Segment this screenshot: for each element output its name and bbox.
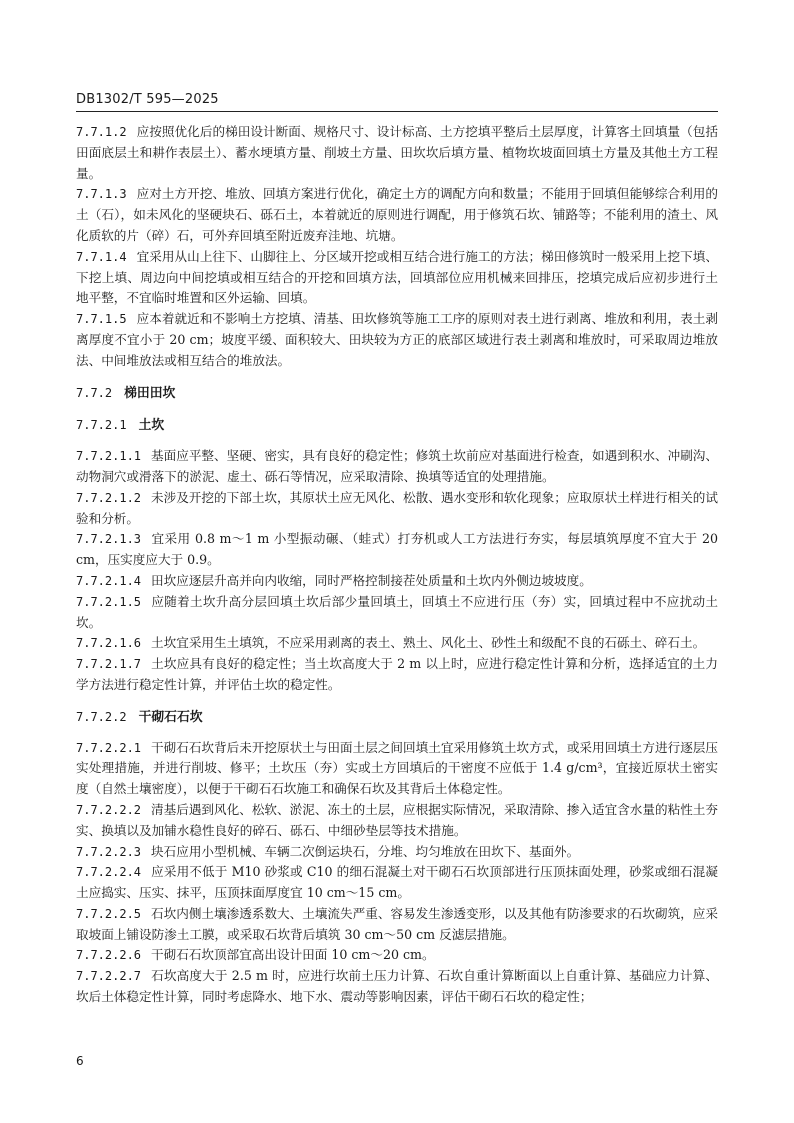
clause-paragraph	[76, 738, 718, 800]
clause-paragraph	[76, 122, 718, 184]
clause-paragraph	[76, 488, 718, 530]
clause-paragraph	[76, 945, 718, 966]
clause-number: 7.7.2.1.5	[76, 594, 142, 609]
clause-number: 7.7.2.2.3	[76, 844, 142, 859]
heading-text: 土坎	[138, 418, 165, 434]
clause-text: 石坎内侧土壤渗透系数大、土壤流失严重、容易发生渗透变形，以及其他有防渗要求的石坎砌筑，应采取坡面上铺设防渗土工膜，或采取石坎背后填筑 30 cm～50 cm 反滤层措施。	[76, 905, 718, 942]
clause-text: 未涉及开挖的下部土坎，其原状土应无风化、松散、遇水变形和软化现象；应取原状土样进行相关的试验和分析。	[76, 489, 718, 526]
clause-text: 应随着土坎升高分层回填土坎后部少量回填土，回填土不应进行压（夯）实，回填过程中不应扰动土坎。	[76, 593, 718, 630]
clause-number: 7.7.2.1.1	[76, 449, 142, 464]
clause-number: 7.7.2.1	[76, 418, 127, 433]
clause-number: 7.7.2.1.4	[76, 573, 142, 588]
clause-text: 土坎应具有良好的稳定性；当土坎高度大于 2 m 以上时，应进行稳定性计算和分析，选择适宜的土力学方法进行稳定性计算，并评估土坎的稳定性。	[76, 656, 718, 692]
clause-text: 块石应用小型机械、车辆二次倒运块石，分堆、均匀堆放在田坎下、基面外。	[151, 843, 580, 859]
document-body	[76, 122, 718, 1008]
clause-number: 7.7.2.2.2	[76, 802, 142, 817]
section-heading	[76, 383, 718, 405]
clause-number: 7.7.2.1.6	[76, 636, 142, 651]
clause-paragraph	[76, 862, 718, 904]
clause-number: 7.7.2.2.6	[76, 948, 142, 963]
document-number: DB1302/T 595—2025	[76, 92, 219, 107]
clause-text: 石坎高度大于 2.5 m 时，应进行坎前土压力计算、石坎自重计算断面以上自重计算、基础应力计算、坎后土体稳定性计算，同时考虑降水、地下水、震动等影响因素，评估干砌石石坎的稳定性；	[76, 968, 718, 1005]
heading-text: 干砌石石坎	[138, 709, 203, 725]
clause-number: 7.7.1.5	[76, 312, 127, 327]
clause-number: 7.7.2.2.5	[76, 906, 142, 921]
clause-text: 宜采用从山上往下、山脚往上、分区域开挖或相互结合进行施工的方法；梯田修筑时一般采用上挖下填、下挖上填、周边向中间挖填或相互结合的开挖和回填方法，回填部位应用机械来回排压，挖填完成后应初步进行土地平整，不宜临时堆置和区外运输、回填。	[76, 248, 718, 306]
clause-paragraph	[76, 842, 718, 863]
clause-number: 7.7.2.1.2	[76, 490, 142, 505]
clause-text: 宜采用 0.8 m～1 m 小型振动碾、（蛙式）打夯机或人工方法进行夯实，每层填筑厚度不宜大于 20 cm，压实度应大于 0.9。	[76, 531, 718, 568]
clause-text: 应按照优化后的梯田设计断面、规格尺寸、设计标高、土方挖填平整后土层厚度，计算客土回填量（包括田面底层土和耕作表层土）、蓄水埂填方量、削坡土方量、田坎坎后填方量、植物坎坡面回填土方量及其他土方工程量。	[76, 124, 718, 181]
clause-paragraph	[76, 654, 718, 696]
clause-text: 应对土方开挖、堆放、回填方案进行优化，确定土方的调配方向和数量；不能用于回填但能够综合利用的土（石），如未风化的坚硬块石、砾石土，本着就近的原则进行调配，用于修筑石坎、铺路等；不能利用的渣土、风化质软的片（碎）石，可外弃回填至附近废弃洼地、坑塘。	[76, 186, 718, 243]
clause-paragraph	[76, 904, 718, 946]
clause-text: 基面应平整、坚硬、密实，具有良好的稳定性；修筑土坎前应对基面进行检查，如遇到积水、冲刷沟、动物洞穴或滑落下的淤泥、虚土、砾石等情况，应采取清除、换填等适宜的处理措施。	[76, 448, 718, 484]
clause-text: 应采用不低于 M10 砂浆或 C10 的细石混凝土对干砌石石坎顶部进行压顶抹面处理，砂浆或细石混凝土应捣实、压实、抹平，压顶抹面厚度宜 10 cm～15 cm。	[76, 864, 718, 901]
clause-paragraph	[76, 633, 718, 654]
page-number: 6	[76, 1054, 84, 1068]
clause-text: 土坎宜采用生土填筑，不应采用剥离的表土、熟土、风化土、砂性土和级配不良的石砾土、碎石土。	[151, 635, 706, 651]
clause-number: 7.7.2.2.7	[76, 969, 142, 984]
clause-number: 7.7.2.2.1	[76, 740, 142, 755]
clause-number: 7.7.1.2	[76, 125, 127, 139]
heading-text: 梯田田坎	[124, 385, 176, 401]
clause-number: 7.7.2.1.7	[76, 657, 142, 672]
clause-paragraph	[76, 529, 718, 571]
clause-text: 清基后遇到风化、松软、淤泥、冻土的土层，应根据实际情况，采取清除、掺入适宜含水量的粘性土夯实、换填以及加铺水稳性良好的碎石、砾石、中细砂垫层等技术措施。	[76, 801, 718, 838]
clause-number: 7.7.2	[76, 385, 113, 400]
clause-paragraph	[76, 309, 718, 371]
clause-number: 7.7.1.4	[76, 249, 127, 264]
clause-number: 7.7.2.2	[76, 709, 127, 724]
clause-paragraph	[76, 966, 718, 1008]
section-heading	[76, 707, 718, 729]
clause-paragraph	[76, 571, 718, 592]
clause-paragraph	[76, 247, 718, 309]
clause-number: 7.7.1.3	[76, 187, 127, 202]
header-rule	[76, 111, 718, 112]
clause-text: 田坎应逐层升高并向内收缩，同时严格控制接茬处质量和土坎内外侧边坡坡度。	[151, 572, 592, 588]
clause-text: 应本着就近和不影响土方挖填、清基、田坎修筑等施工工序的原则对表土进行剥离、堆放和利用，表土剥离厚度不宜小于 20 cm；坡度平缓、面积较大、田块较为方正的底部区域进行表土剥离和堆放时，可采取周边堆放法、中间堆放法或相互结合的堆放法。	[76, 311, 718, 368]
clause-number: 7.7.2.2.4	[76, 865, 142, 880]
clause-text: 干砌石石坎背后未开挖原状土与田面土层之间回填土宜采用修筑土坎方式，或采用回填土方进行逐层压实处理措施，并进行削坡、修平；土坎压（夯）实或土方回填后的干密度不应低于 1.4 g/cm³，宜接近原状土密实度（自然土壤密度），以便于干砌石石坎施工和确保石坎及其背后土体稳定性。	[76, 739, 718, 797]
clause-number: 7.7.2.1.3	[76, 532, 142, 547]
clause-paragraph	[76, 592, 718, 634]
clause-paragraph	[76, 800, 718, 842]
clause-text: 干砌石石坎顶部宜高出设计田面 10 cm～20 cm。	[151, 947, 435, 963]
section-heading	[76, 415, 718, 437]
clause-paragraph	[76, 446, 718, 488]
clause-paragraph	[76, 184, 718, 246]
